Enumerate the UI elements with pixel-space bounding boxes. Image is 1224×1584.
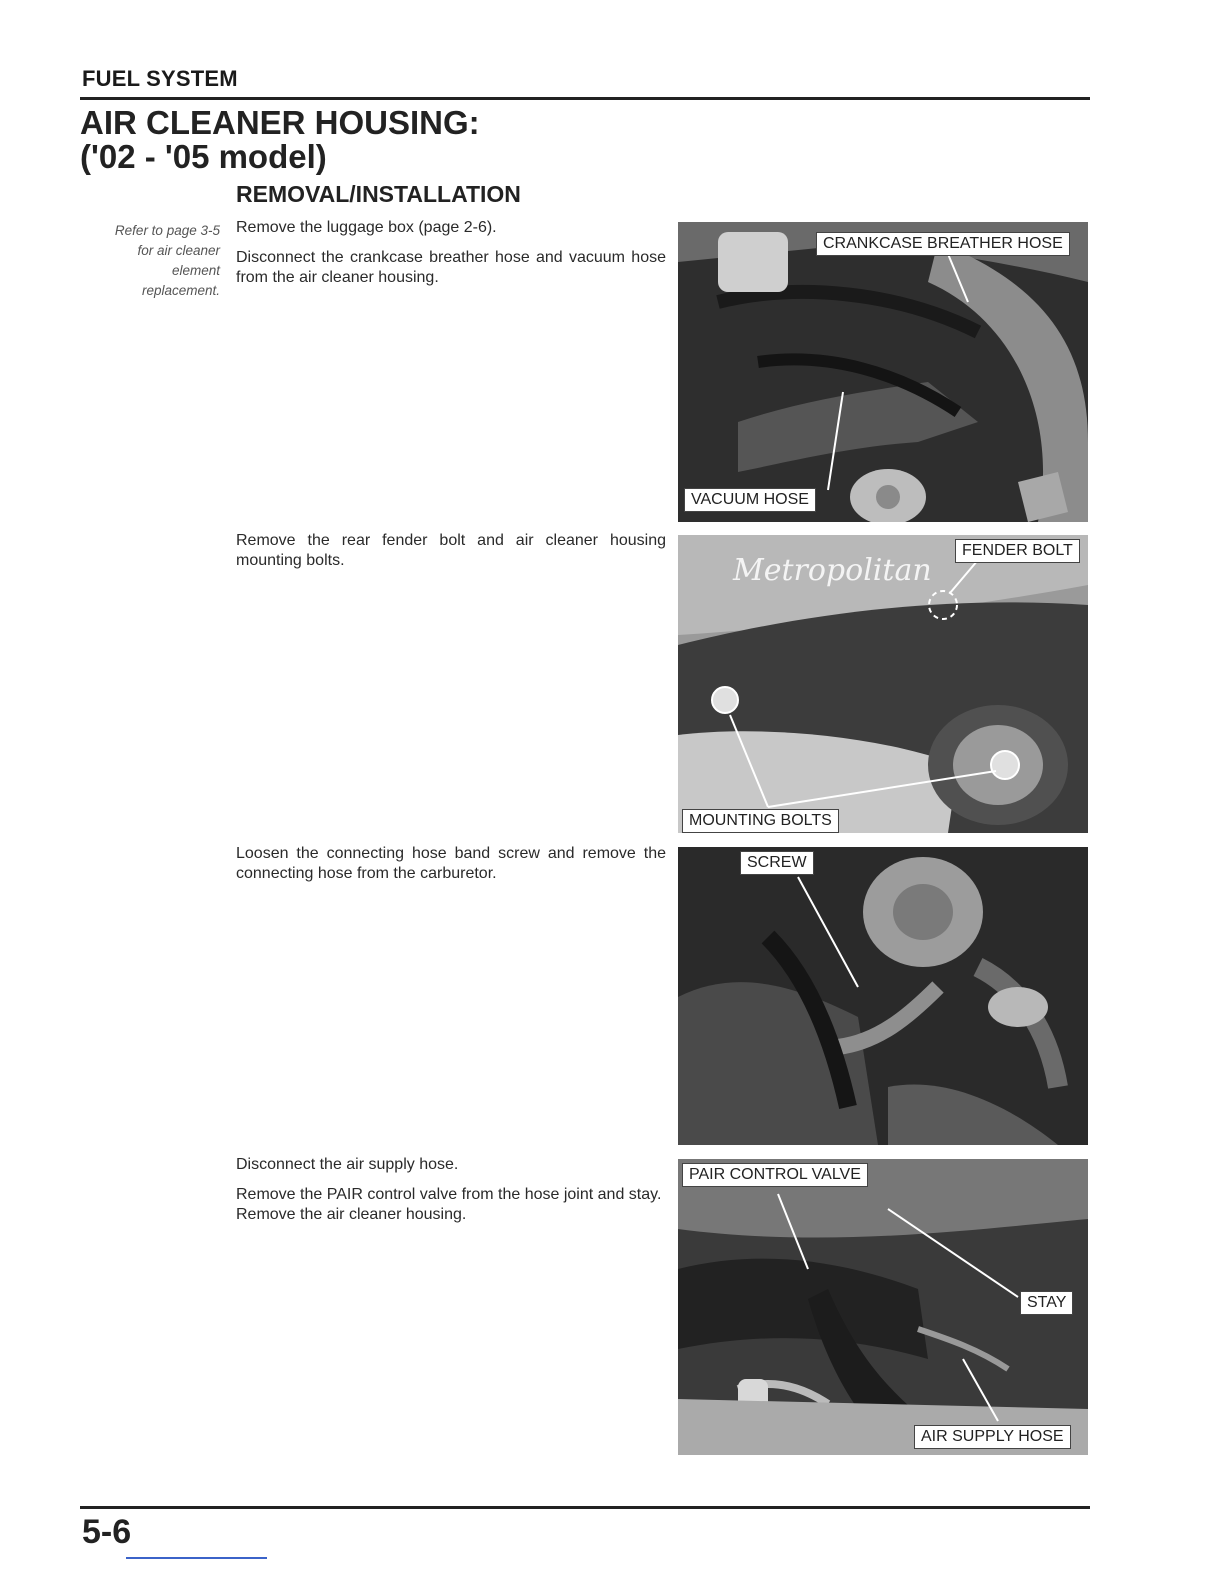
footer-rule: [80, 1506, 1090, 1509]
subheading: REMOVAL/INSTALLATION: [236, 181, 521, 207]
figure-1-image: [678, 222, 1088, 522]
callout-air-supply-hose: AIR SUPPLY HOSE: [914, 1425, 1071, 1449]
step-1-paragraph: Remove the luggage box (page 2-6).: [236, 219, 497, 236]
step-4-text: [236, 1155, 666, 1235]
callout-pair-control-valve: PAIR CONTROL VALVE: [682, 1163, 868, 1187]
page-number: 5-6: [82, 1513, 132, 1551]
figure-3-photo: [678, 847, 1088, 1145]
figure-2-photo: [678, 535, 1088, 833]
step-4-paragraph: Disconnect the air supply hose.: [236, 1156, 459, 1173]
step-2-text: [236, 531, 666, 581]
step-2-paragraph: Remove the rear fender bolt and air cleaner housing mounting bolts.: [236, 532, 666, 569]
step-1-text: [236, 218, 666, 298]
callout-fender-bolt: FENDER BOLT: [955, 539, 1080, 563]
side-note: [90, 221, 220, 301]
side-note-line: for air cleaner: [137, 243, 220, 258]
callout-crankcase-breather-hose: CRANKCASE BREATHER HOSE: [816, 232, 1070, 256]
figure-1-photo: [678, 222, 1088, 522]
metropolitan-logo: Metropolitan: [733, 553, 932, 588]
step-1-paragraph: Disconnect the crankcase breather hose and vacuum hose from the air cleaner housing.: [236, 249, 666, 286]
side-note-line: element: [171, 263, 220, 278]
step-4-paragraph: Remove the air cleaner housing.: [236, 1206, 467, 1223]
step-3-text: [236, 844, 666, 894]
step-3-paragraph: Loosen the connecting hose band screw and remove the connecting hose from the carburetor.: [236, 845, 666, 882]
page-link-underline[interactable]: [126, 1557, 267, 1559]
header-rule: [80, 97, 1090, 100]
figure-3-image: [678, 847, 1088, 1145]
side-note-line: replacement.: [141, 283, 220, 298]
title-line-2: ('02 - '05 model): [80, 138, 327, 175]
side-note-line: Refer to page 3-5: [114, 223, 220, 238]
section-header: FUEL SYSTEM: [82, 66, 238, 91]
step-4-paragraph: Remove the PAIR control valve from the hose joint and stay.: [236, 1186, 662, 1203]
page-title: [80, 106, 480, 174]
callout-stay: STAY: [1020, 1291, 1073, 1315]
title-line-1: AIR CLEANER HOUSING:: [80, 104, 480, 141]
callout-vacuum-hose: VACUUM HOSE: [684, 488, 816, 512]
figure-4-photo: [678, 1159, 1088, 1455]
callout-mounting-bolts: MOUNTING BOLTS: [682, 809, 839, 833]
callout-screw: SCREW: [740, 851, 814, 875]
